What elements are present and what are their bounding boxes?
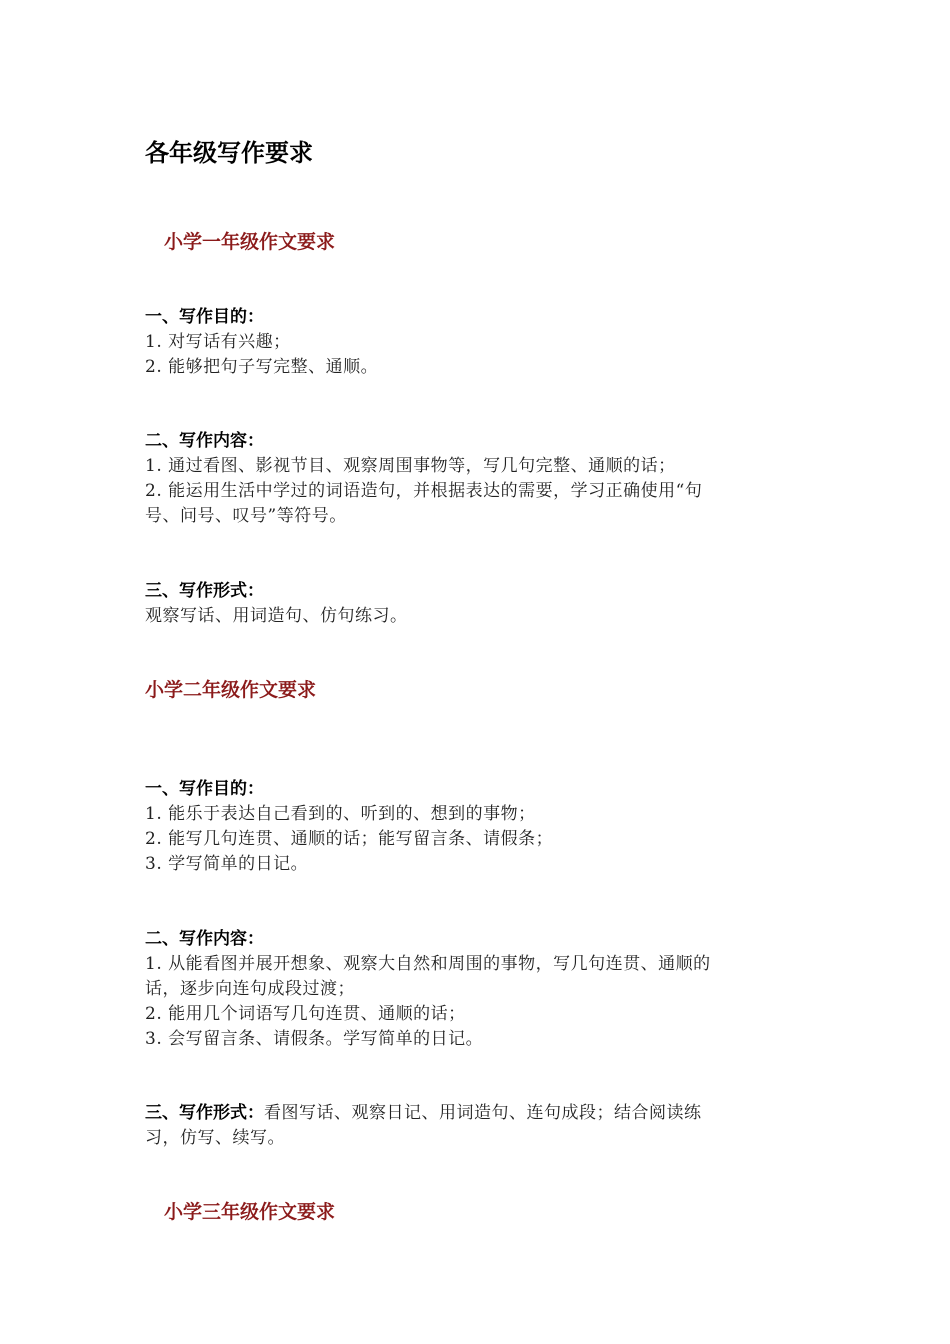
grade2-content-item: 3. 会写留言条、请假条。学写简单的日记。 <box>145 1029 484 1049</box>
grade1-content-heading: 二、写作内容： <box>145 431 264 451</box>
grade2-form-heading: 三、写作形式： <box>145 1103 264 1123</box>
grade2-purpose-item: 1. 能乐于表达自己看到的、听到的、想到的事物； <box>145 804 536 824</box>
grade1-content-item: 1. 通过看图、影视节目、观察周围事物等，写几句完整、通顺的话； <box>145 456 676 476</box>
grade2-content-item: 2. 能用几个词语写几句连贯、通顺的话； <box>145 1004 466 1024</box>
grade2-content-heading: 二、写作内容： <box>145 929 264 949</box>
grade2-purpose-heading: 一、写作目的： <box>145 779 264 799</box>
grade2-purpose-item: 3. 学写简单的日记。 <box>145 854 309 874</box>
grade2-content-item: 话，逐步向连句成段过渡； <box>145 979 355 999</box>
grade1-form-text: 观察写话、用词造句、仿句练习。 <box>145 606 408 626</box>
grade2-content-item: 1. 从能看图并展开想象、观察大自然和周围的事物，写几句连贯、通顺的 <box>145 954 711 974</box>
grade1-content-item: 号、问号、叹号”等符号。 <box>145 506 347 526</box>
grade2-form-text-continued: 习，仿写、续写。 <box>145 1128 285 1148</box>
grade2-form-text: 看图写话、观察日记、用词造句、连句成段；结合阅读练 <box>264 1103 702 1123</box>
grade1-content-item: 2. 能运用生活中学过的词语造句，并根据表达的需要，学习正确使用“句 <box>145 481 703 501</box>
grade1-purpose-heading: 一、写作目的： <box>145 307 264 327</box>
grade1-purpose-item: 2. 能够把句子写完整、通顺。 <box>145 357 379 377</box>
grade3-title: 小学三年级作文要求 <box>164 1201 336 1223</box>
grade2-title: 小学二年级作文要求 <box>145 679 317 701</box>
grade2-purpose-item: 2. 能写几句连贯、通顺的话；能写留言条、请假条； <box>145 829 554 849</box>
document-title: 各年级写作要求 <box>145 139 313 167</box>
grade1-form-heading: 三、写作形式： <box>145 581 264 601</box>
grade1-title: 小学一年级作文要求 <box>164 231 336 253</box>
grade1-purpose-item: 1. 对写话有兴趣； <box>145 332 291 352</box>
grade2-form-paragraph <box>145 1098 702 1123</box>
